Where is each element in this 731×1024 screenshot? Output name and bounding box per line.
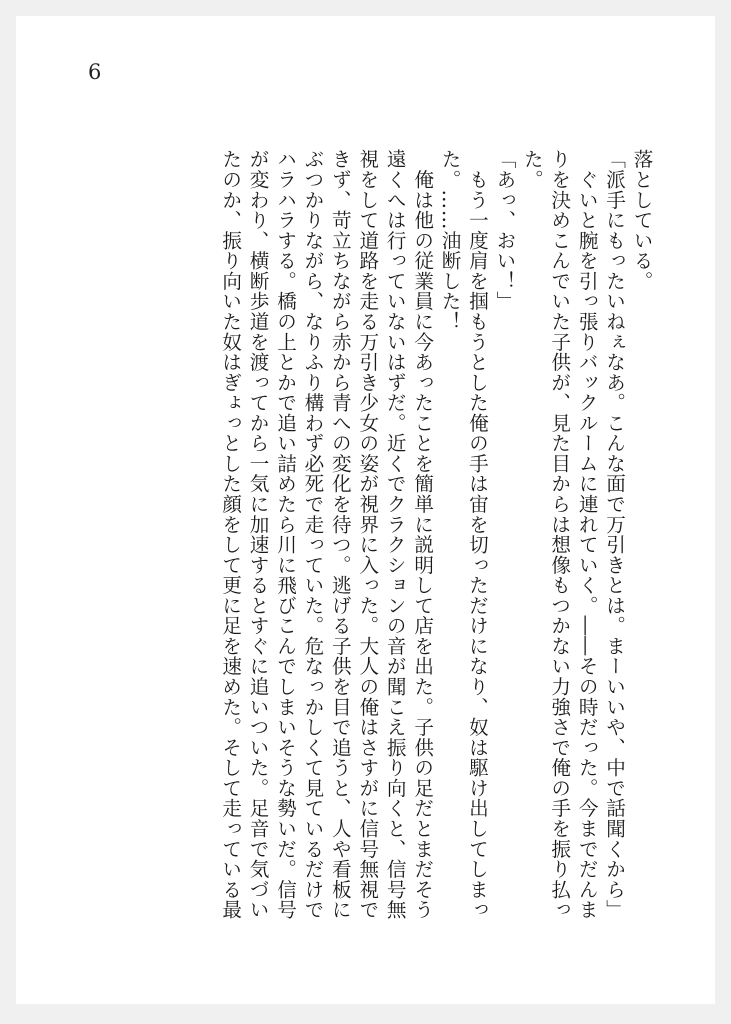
text-line: りを決めこんでいた子供が、見た目からは想像もつかない力強さで俺の手を振り払っ — [547, 149, 571, 920]
text-line: た。……油断した！ — [438, 149, 462, 332]
text-line: 落としている。 — [630, 149, 653, 291]
text-line: ハラハラする。橋の上とかで追い詰めたら川に飛びこんでしまいそうな勢いだ。信号 — [273, 149, 297, 920]
page-number: 6 — [88, 60, 102, 84]
text-line: 遠くへは行っていないはずだ。近くでクラクションの音が聞こえ振り向くと、信号無 — [383, 149, 407, 920]
body-text — [216, 149, 655, 949]
text-line: ぶつかりながら、なりふり構わず必死で走っていた。危なっかしくて見ているだけで — [300, 149, 324, 920]
text-line: 視をして道路を走る万引き少女の姿が視界に入った。大人の俺はさすがに信号無視で — [355, 149, 379, 920]
text-line: 俺は他の従業員に今あったことを簡単に説明して店を出た。子供の足だとまだそう — [410, 149, 434, 920]
text-line: もう一度肩を掴もうとした俺の手は宙を切っただけになり、奴は駆け出してしまっ — [465, 149, 489, 920]
text-line: 「派手にもったいねぇなあ。こんな面で万引きとは。まーいいや、中で話聞くから」 — [602, 149, 626, 920]
book-page — [16, 16, 715, 1004]
text-line: が変わり、横断歩道を渡ってから一気に加速するとすぐに追いついた。足音で気づい — [246, 149, 270, 920]
text-line: きず、苛立ちながら赤から青への変化を待つ。逃げる子供を目で追うと、人や看板に — [328, 149, 352, 920]
text-line: ぐいと腕を引っ張りバックルームに連れていく。――その時だった。今までだんま — [575, 149, 599, 920]
text-line: た。 — [520, 149, 544, 190]
text-line: たのか、振り向いた奴はぎょっとした顔をして更に足を速めた。そして走っている最 — [218, 149, 242, 920]
text-line: 「あっ、おい！」 — [492, 149, 516, 312]
